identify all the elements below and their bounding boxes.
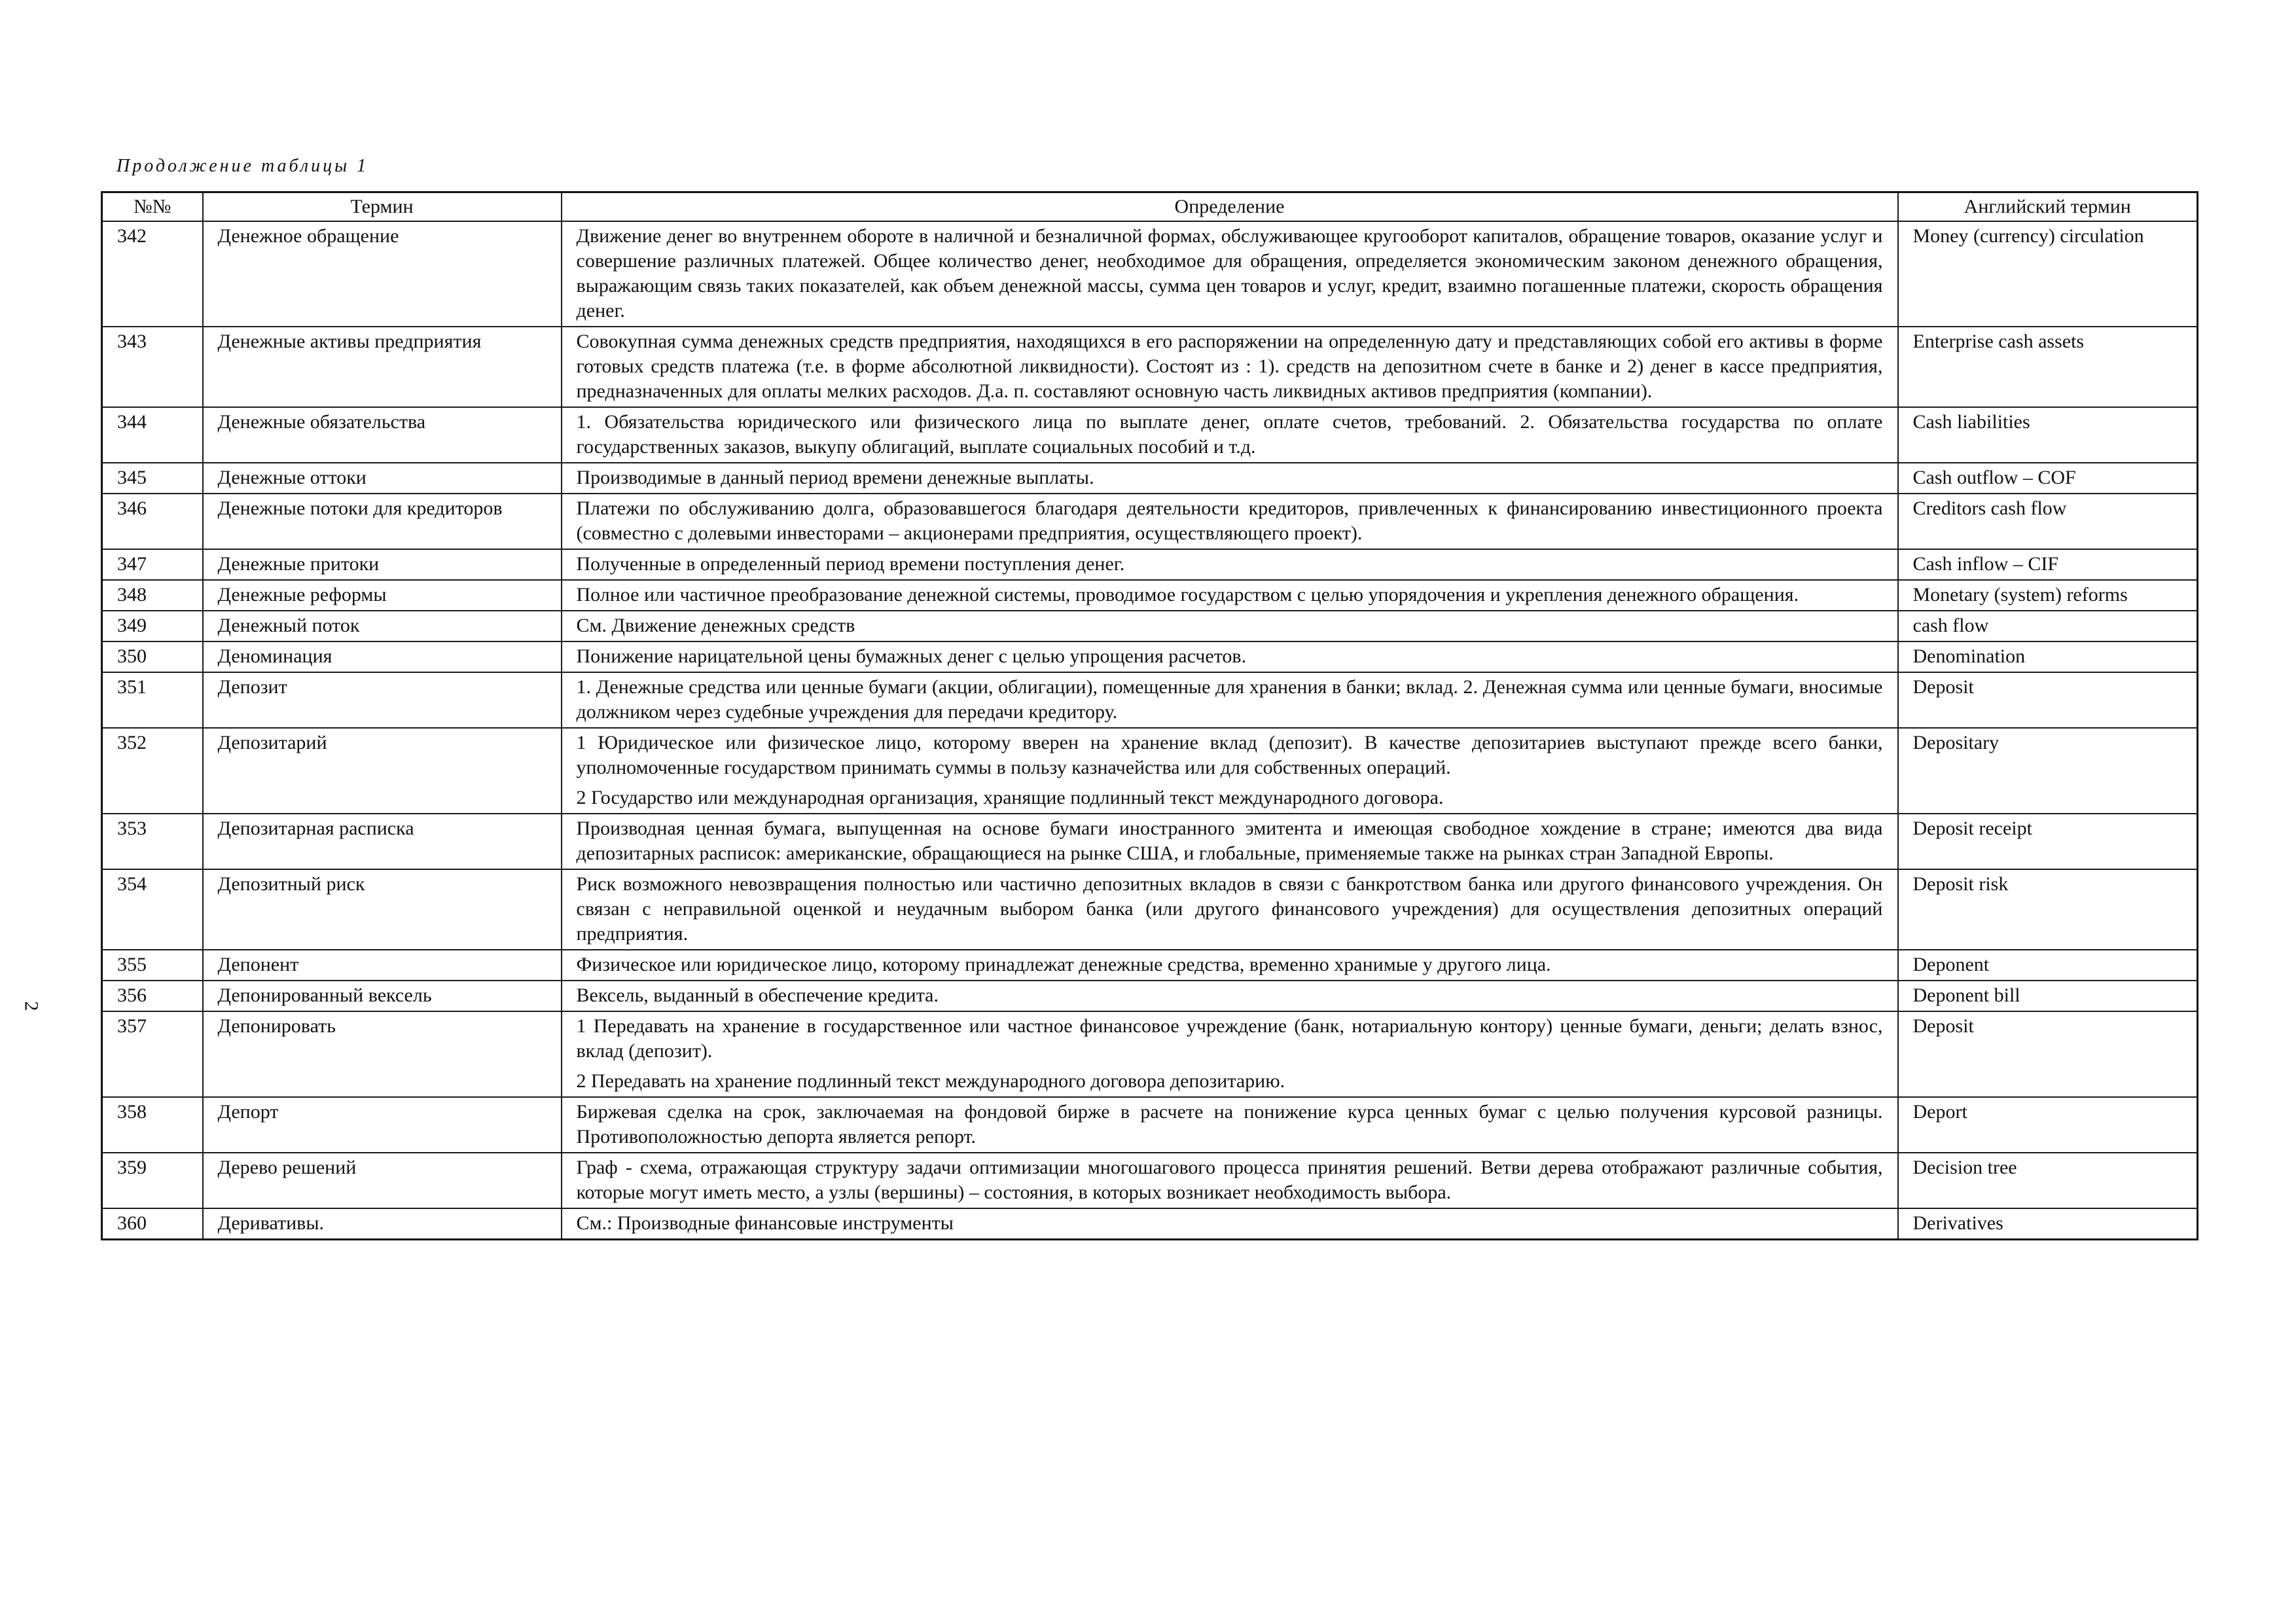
row-number: 352 <box>102 728 203 814</box>
row-term: Депонировать <box>203 1011 562 1097</box>
table-row <box>102 407 2198 463</box>
table-row <box>102 1153 2198 1208</box>
row-term: Дерево решений <box>203 1153 562 1208</box>
row-term: Деривативы. <box>203 1208 562 1240</box>
row-number: 353 <box>102 814 203 869</box>
row-definition <box>562 641 1898 672</box>
row-term: Депозитный риск <box>203 869 562 950</box>
row-definition <box>562 1153 1898 1208</box>
definition-paragraph: Граф - схема, отражающая структуру задачи оптимизации многошагового процесса принятия решений. Ветви дерева отображают различные события, которые могут иметь место, а узлы (вершины) – состояния, в которых возникает необходимость выбора. <box>576 1157 1883 1203</box>
definition-paragraph: Вексель, выданный в обеспечение кредита. <box>576 984 939 1006</box>
definition-paragraph: Совокупная сумма денежных средств предприятия, находящихся в его распоряжении на определенную дату и представляющих собой его активы в форме готовых средств платежа (т.е. в форме абсолютной ликвидности). Состоят из : 1). средств на депозитном счете в банке и 2) денег в кассе предприятия, предназначенных для оплаты мелких расходов. Д.а. п. составляют основную часть ликвидных активов предприятия (компании). <box>576 331 1883 402</box>
definition-paragraph: Полученные в определенный период времени поступления денег. <box>576 553 1125 575</box>
row-number: 351 <box>102 672 203 728</box>
row-term: Денежные реформы <box>203 580 562 611</box>
table-row <box>102 672 2198 728</box>
row-number: 347 <box>102 549 203 580</box>
row-definition <box>562 814 1898 869</box>
table-row <box>102 950 2198 981</box>
row-number: 342 <box>102 221 203 327</box>
row-definition <box>562 327 1898 407</box>
row-definition <box>562 407 1898 463</box>
row-number: 344 <box>102 407 203 463</box>
definition-paragraph: См.: Производные финансовые инструменты <box>576 1212 954 1234</box>
row-term: Денежные оттоки <box>203 463 562 494</box>
table-row <box>102 611 2198 641</box>
glossary-table <box>101 191 2198 1240</box>
table-row <box>102 549 2198 580</box>
row-number: 354 <box>102 869 203 950</box>
definition-paragraph: 1 Юридическое или физическое лицо, которому вверен на хранение вклад (депозит). В качестве депозитариев выступают прежде всего банки, уполномоченные государством принимать суммы в пользу казначейства или для собственных операций. <box>576 732 1883 778</box>
definition-paragraph: Движение денег во внутреннем обороте в наличной и безналичной формах, обслуживающее кругооборот капиталов, обращение товаров, оказание услуг и совершение различных платежей. Общее количество денег, необходимое для обращения, определяется экономическим законом денежного обращения, выражающим связь таких показателей, как объем денежной массы, сумма цен товаров и услуг, кредит, взаимно погашенные платежи, скорость обращения денег. <box>576 225 1883 321</box>
row-term: Депонент <box>203 950 562 981</box>
row-english-term: Money (currency) circulation <box>1898 221 2198 327</box>
row-english-term: Deport <box>1898 1097 2198 1153</box>
row-definition <box>562 672 1898 728</box>
row-english-term: Creditors cash flow <box>1898 494 2198 549</box>
row-definition <box>562 1097 1898 1153</box>
row-english-term: Denomination <box>1898 641 2198 672</box>
row-english-term: Deponent <box>1898 950 2198 981</box>
header-definition: Определение <box>562 192 1898 222</box>
definition-paragraph: Производная ценная бумага, выпущенная на основе бумаги иностранного эмитента и имеющая свободное хождение в стране; имеются два вида депозитарных расписок: американские, обращающиеся на рынке США, и глобальные, применяемые также на рынках стран Западной Европы. <box>576 818 1883 864</box>
definition-paragraph: Риск возможного невозвращения полностью или частично депозитных вкладов в связи с банкротством банка или другого финансового учреждения. Он связан с неправильной оценкой и неудачным выбором банка (или другого финансового учреждения) для осуществления депозитных операций предприятия. <box>576 873 1883 945</box>
definition-paragraph: 1 Передавать на хранение в государственное или частное финансовое учреждение (банк, нотариальную контору) ценные бумаги, деньги; делать взнос, вклад (депозит). <box>576 1015 1883 1062</box>
row-english-term: Enterprise cash assets <box>1898 327 2198 407</box>
row-number: 359 <box>102 1153 203 1208</box>
row-english-term: Decision tree <box>1898 1153 2198 1208</box>
row-definition <box>562 869 1898 950</box>
table-row <box>102 869 2198 950</box>
page-number: 2 <box>20 1001 43 1011</box>
row-term: Депозит <box>203 672 562 728</box>
definition-paragraph: Платежи по обслуживанию долга, образовавшегося благодаря деятельности кредиторов, привлеченных к финансированию инвестиционного проекта (совместно с долевыми инвесторами – акционерами предприятия, осуществляющего проект). <box>576 497 1883 544</box>
row-number: 345 <box>102 463 203 494</box>
row-term: Депозитарная расписка <box>203 814 562 869</box>
row-definition <box>562 728 1898 814</box>
definition-paragraph: См. Движение денежных средств <box>576 615 855 636</box>
row-definition <box>562 1208 1898 1240</box>
row-definition <box>562 580 1898 611</box>
table-row <box>102 728 2198 814</box>
header-number: №№ <box>102 192 203 222</box>
table-row <box>102 463 2198 494</box>
row-number: 348 <box>102 580 203 611</box>
row-english-term: Cash inflow – CIF <box>1898 549 2198 580</box>
table-row <box>102 327 2198 407</box>
table-row <box>102 1097 2198 1153</box>
row-english-term: Derivatives <box>1898 1208 2198 1240</box>
table-row <box>102 981 2198 1011</box>
row-term: Денежные притоки <box>203 549 562 580</box>
row-definition <box>562 950 1898 981</box>
row-term: Денежное обращение <box>203 221 562 327</box>
table-row <box>102 814 2198 869</box>
definition-paragraph: 1. Обязательства юридического или физического лица по выплате денег, оплате счетов, требований. 2. Обязательства государства по оплате государственных заказов, выкупу облигаций, выплате социальных пособий и т.д. <box>576 411 1883 458</box>
row-english-term: Depositary <box>1898 728 2198 814</box>
table-row <box>102 494 2198 549</box>
table-row <box>102 641 2198 672</box>
definition-paragraph: Полное или частичное преобразование денежной системы, проводимое государством с целью упорядочения и укрепления денежного обращения. <box>576 584 1799 605</box>
row-definition <box>562 221 1898 327</box>
table-row <box>102 1011 2198 1097</box>
row-term: Деноминация <box>203 641 562 672</box>
row-definition <box>562 611 1898 641</box>
row-number: 343 <box>102 327 203 407</box>
row-english-term: cash flow <box>1898 611 2198 641</box>
row-number: 356 <box>102 981 203 1011</box>
row-definition <box>562 981 1898 1011</box>
row-number: 346 <box>102 494 203 549</box>
definition-paragraph: 2 Государство или международная организация, хранящие подлинный текст международного договора. <box>576 787 1444 808</box>
row-number: 357 <box>102 1011 203 1097</box>
row-number: 350 <box>102 641 203 672</box>
table-row <box>102 580 2198 611</box>
header-english: Английский термин <box>1898 192 2198 222</box>
row-english-term: Deponent bill <box>1898 981 2198 1011</box>
row-term: Денежные обязательства <box>203 407 562 463</box>
table-row <box>102 221 2198 327</box>
row-term: Депозитарий <box>203 728 562 814</box>
row-english-term: Cash liabilities <box>1898 407 2198 463</box>
row-definition <box>562 463 1898 494</box>
table-row <box>102 1208 2198 1240</box>
definition-paragraph: Биржевая сделка на срок, заключаемая на фондовой бирже в расчете на понижение курса ценных бумаг с целью получения курсовой разницы. Противоположностью депорта является репорт. <box>576 1101 1883 1147</box>
row-term: Депорт <box>203 1097 562 1153</box>
header-term: Термин <box>203 192 562 222</box>
row-english-term: Deposit <box>1898 1011 2198 1097</box>
row-number: 360 <box>102 1208 203 1240</box>
row-number: 349 <box>102 611 203 641</box>
row-term: Денежный поток <box>203 611 562 641</box>
definition-paragraph: Понижение нарицательной цены бумажных денег с целью упрощения расчетов. <box>576 645 1247 667</box>
table-caption: Продолжение таблицы 1 <box>117 156 369 176</box>
row-definition <box>562 494 1898 549</box>
row-term: Денежные активы предприятия <box>203 327 562 407</box>
definition-paragraph: Производимые в данный период времени денежные выплаты. <box>576 467 1094 488</box>
definition-paragraph: Физическое или юридическое лицо, которому принадлежат денежные средства, временно хранимые у другого лица. <box>576 954 1551 975</box>
definition-paragraph: 1. Денежные средства или ценные бумаги (акции, облигации), помещенные для хранения в банки; вклад. 2. Денежная сумма или ценные бумаги, вносимые должником через судебные учреждения для передачи кредитору. <box>576 676 1883 723</box>
definition-paragraph: 2 Передавать на хранение подлинный текст международного договора депозитарию. <box>576 1070 1285 1092</box>
row-english-term: Monetary (system) reforms <box>1898 580 2198 611</box>
row-english-term: Deposit <box>1898 672 2198 728</box>
row-definition <box>562 1011 1898 1097</box>
row-number: 355 <box>102 950 203 981</box>
table-header-row <box>102 192 2198 222</box>
row-english-term: Cash outflow – COF <box>1898 463 2198 494</box>
row-definition <box>562 549 1898 580</box>
row-number: 358 <box>102 1097 203 1153</box>
row-english-term: Deposit risk <box>1898 869 2198 950</box>
row-term: Депонированный вексель <box>203 981 562 1011</box>
row-english-term: Deposit receipt <box>1898 814 2198 869</box>
row-term: Денежные потоки для кредиторов <box>203 494 562 549</box>
